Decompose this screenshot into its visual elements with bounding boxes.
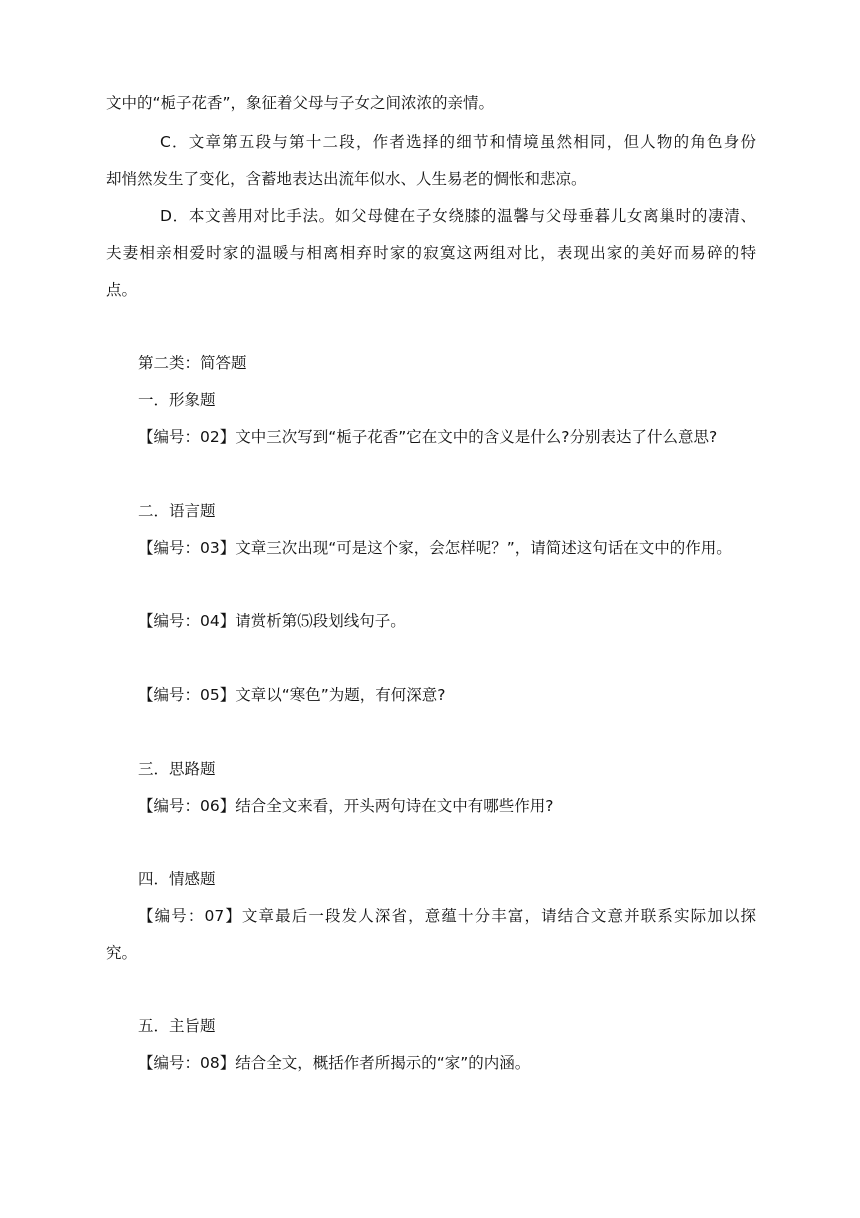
question-03: 【编号：03】文章三次出现“可是这个家，会怎样呢？”，请简述这句话在文中的作用。	[138, 539, 732, 557]
question-08: 【编号：08】结合全文，概括作者所揭示的“家”的内涵。	[138, 1054, 531, 1072]
question-07-line-2: 究。	[106, 944, 138, 962]
option-d-line-3: 点。	[106, 281, 138, 299]
option-d-line-1: D．本文善用对比手法。如父母健在子女绕膝的温馨与父母垂暮儿女离巢时的凄清、	[160, 207, 756, 225]
group-heading-language: 二．语言题	[138, 502, 216, 520]
question-04: 【编号：04】请赏析第⑸段划线句子。	[138, 612, 406, 630]
question-05: 【编号：05】文章以“寒色”为题，有何深意?	[138, 686, 446, 704]
option-d-line-2: 夫妻相亲相爱时家的温暖与相离相弃时家的寂寞这两组对比，表现出家的美好而易碎的特	[106, 244, 756, 262]
group-heading-structure: 三．思路题	[138, 760, 216, 778]
group-heading-emotion: 四．情感题	[138, 870, 216, 888]
option-c-line-2: 却悄然发生了变化，含蓄地表达出流年似水、人生易老的惆怅和悲凉。	[106, 170, 587, 188]
group-heading-image: 一．形象题	[138, 391, 216, 409]
option-b-tail: 文中的“栀子花香”，象征着父母与子女之间浓浓的亲情。	[106, 94, 495, 112]
question-06: 【编号：06】结合全文来看，开头两句诗在文中有哪些作用?	[138, 797, 554, 815]
section-title: 第二类：简答题	[138, 354, 247, 372]
option-c-line-1: C．文章第五段与第十二段，作者选择的细节和情境虽然相同，但人物的角色身份	[160, 133, 756, 151]
question-02: 【编号：02】文中三次写到“栀子花香”它在文中的含义是什么?分别表达了什么意思?	[138, 428, 718, 446]
group-heading-theme: 五．主旨题	[138, 1017, 216, 1035]
question-07-line-1: 【编号：07】文章最后一段发人深省，意蕴十分丰富，请结合文意并联系实际加以探	[138, 907, 756, 925]
